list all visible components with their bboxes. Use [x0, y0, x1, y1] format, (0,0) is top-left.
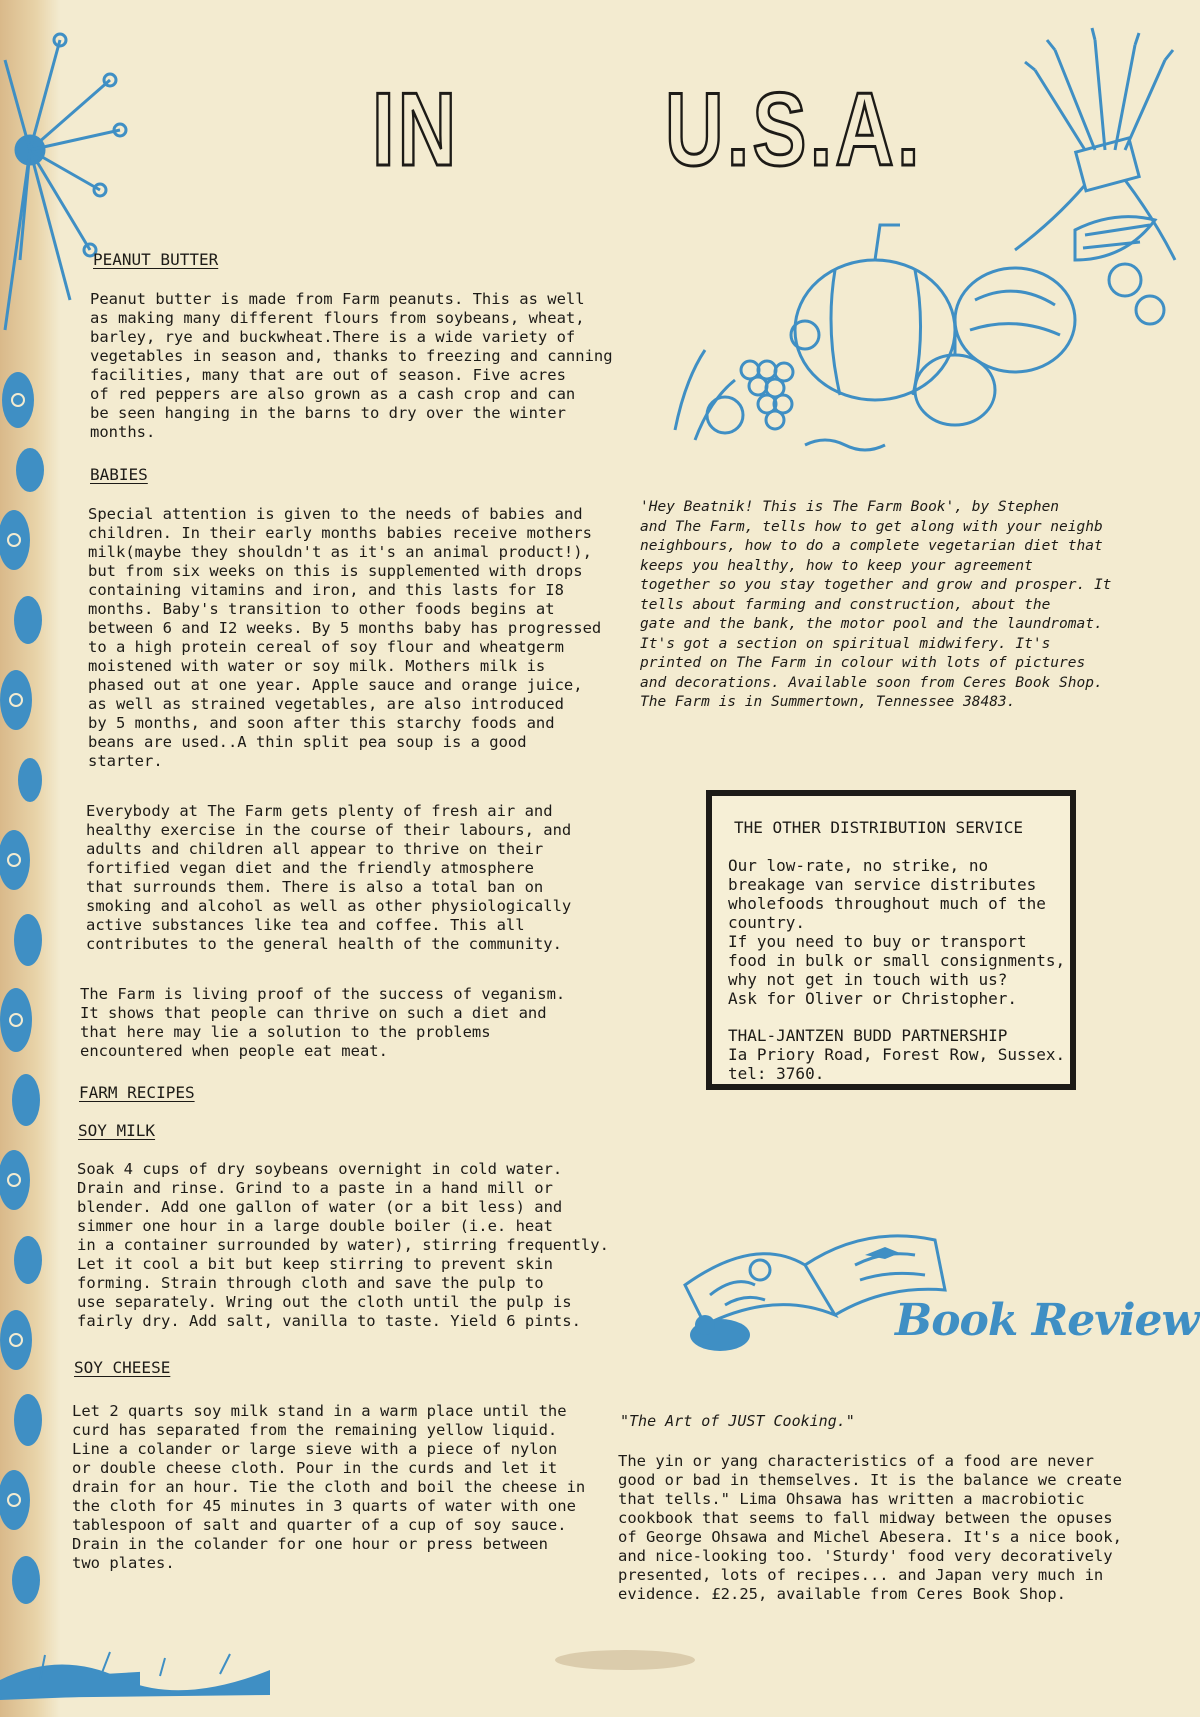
distribution-body: Our low-rate, no strike, no breakage van service distributes wholefoods throughout much of the country. If you need to buy or transport food in bulk or small consignments, why not get in touch with us? Ask for Oliver or Christopher.: [728, 856, 1066, 1008]
babies-text: Special attention is given to the needs of babies and children. In their early months babies receive mothers milk(maybe they shouldn't as it's an animal product!), but from six weeks on this is supplemented with drops containing vitamins and iron, and this lasts for I8 months. Baby's transition to other foods begins at between 6 and I2 weeks. By 5 months baby has progressed to a high protein cereal of soy flour and wheatgerm moistened with water or soy milk. Mothers milk is phased out at one year. Apple sauce and orange juice, as well as strained vegetables, are also introduced by 5 months, and soon after this starchy foods and beans are used..A thin split pea soup is a good starter.: [88, 505, 602, 770]
peanut-butter-text: Peanut butter is made from Farm peanuts. This as well as making many different flours from soybeans, wheat, barley, rye and buckwheat.There is a wide variety of vegetables in season and, thanks to freezing and canning facilities, many that are out of season. Five acres of red peppers are also grown as a cash crop and can be seen hanging in the barns to dry over the winter months.: [90, 290, 613, 441]
headline-usa: U.S.A.: [665, 72, 923, 188]
farm-recipes-heading: FARM RECIPES: [79, 1083, 195, 1102]
vegetables-wheat-illustration: [655, 20, 1185, 460]
babies-heading: BABIES: [90, 465, 148, 484]
soy-cheese-heading: SOY CHEESE: [74, 1358, 171, 1377]
farm-book-text: 'Hey Beatnik! This is The Farm Book', by Stephen and The Farm, tells how to get along with your neighb neighbours, how to do a complete vegetarian diet that keeps you healthy, how to keep your agreement together so you stay together and grow and prosper. It tells about farming and construction, about the gate and the bank, the motor pool and the laundromat. It's got a section on spiritual midwifery. It's printed on The Farm in colour with lots of pictures and decorations. Available soon from Ceres Book Shop. The Farm is in Summertown, Tennessee 38483.: [640, 499, 1112, 710]
headline-in: IN: [372, 72, 460, 188]
soy-milk-text: Soak 4 cups of dry soybeans overnight in cold water. Drain and rinse. Grind to a paste in a hand mill or blender. Add one gallon of water (or a bit less) and simmer one hour in a large double boiler (i.e. heat in a container surrounded by water), stirring frequently. Let it cool a bit but keep stirring to prevent skin forming. Strain through cloth and save the pulp to use separately. Wring out the cloth until the pulp is fairly dry. Add salt, vanilla to taste. Yield 6 pints.: [77, 1160, 609, 1330]
distribution-title: THE OTHER DISTRIBUTION SERVICE: [734, 818, 1023, 837]
book-review-title: "The Art of JUST Cooking.": [620, 1412, 855, 1430]
soy-milk-heading: SOY MILK: [78, 1121, 156, 1140]
distribution-contact: THAL-JANTZEN BUDD PARTNERSHIP Ia Priory Road, Forest Row, Sussex. tel: 3760.: [728, 1026, 1066, 1083]
soy-cheese-text: Let 2 quarts soy milk stand in a warm place until the curd has separated from the remaining yellow liquid. Line a colander or large sieve with a piece of nylon or double cheese cloth. Pour in the curds and let it drain for an hour. Tie the cloth and boil the cheese in the cloth for 45 minutes in 3 quarts of water with one tablespoon of salt and quarter of a cup of soy sauce. Drain in the colander for one hour or press between two plates.: [72, 1402, 586, 1572]
page-smudge: [540, 1640, 710, 1680]
everybody-text: Everybody at The Farm gets plenty of fresh air and healthy exercise in the course of their labours, and adults and children all appear to thrive on their fortified vegan diet and the friendly atmosphere that surrounds them. There is also a total ban on smoking and alcohol as well as other physiologically active substances like tea and coffee. This all contributes to the general health of the community.: [86, 802, 572, 953]
distribution-service-box: [706, 790, 1076, 1090]
peanut-butter-heading: PEANUT BUTTER: [93, 250, 219, 269]
book-review-banner: Book Review: [895, 1295, 1199, 1346]
book-review-text: The yin or yang characteristics of a food are never good or bad in themselves. It is the balance we create that tells." Lima Ohsawa has written a macrobiotic cookbook that seems to fall midway between the opuses of George Ohsawa and Michel Abesera. It's a nice book, and nice-looking too. 'Sturdy' food very decoratively presented, lots of recipes... and Japan very much in evidence. £2.25, available from Ceres Book Shop.: [618, 1452, 1122, 1603]
grass-strip-illustration: [0, 1640, 270, 1700]
proof-text: The Farm is living proof of the success of veganism. It shows that people can thrive on such a diet and that here may lie a solution to the problems encountered when people eat meat.: [80, 985, 566, 1060]
